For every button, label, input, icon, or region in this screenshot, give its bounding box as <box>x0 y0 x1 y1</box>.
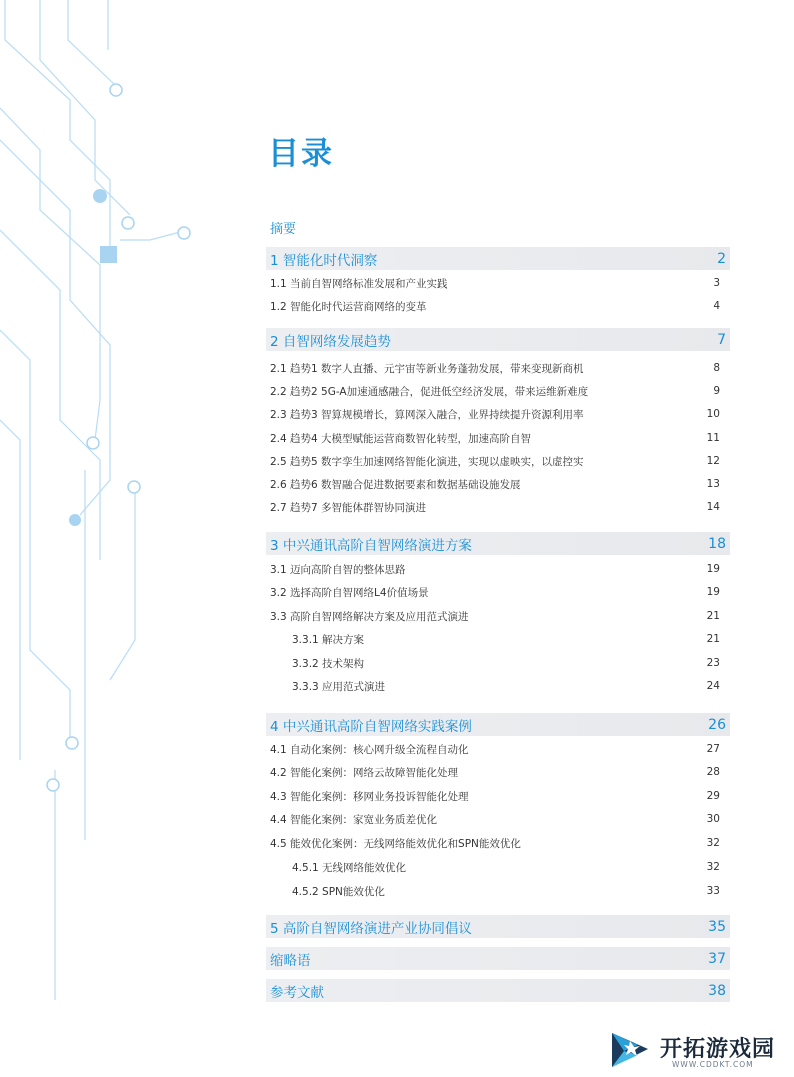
toc-entry[interactable] <box>266 427 730 449</box>
toc-entry-page: 14 <box>706 501 720 513</box>
toc-entry-page: 27 <box>706 743 720 755</box>
toc-entry-label: 3.3.1 解决方案 <box>292 633 365 646</box>
toc-entry-page: 8 <box>713 362 720 374</box>
circuit-decoration <box>0 0 260 1077</box>
toc-entry-page: 24 <box>706 680 720 692</box>
toc-entry-page: 32 <box>706 861 720 873</box>
toc-entry[interactable] <box>266 675 730 697</box>
toc-entry-page: 37 <box>708 950 726 967</box>
logo-url: WWW.CDDKT.COM <box>672 1060 754 1069</box>
toc-entry-label: 2.2 趋势2 5G-A加速通感融合，促进低空经济发展，带来运维新难度 <box>270 385 589 398</box>
toc-entry[interactable] <box>266 880 730 902</box>
toc-entry-page: 4 <box>713 300 720 312</box>
toc-entry-page: 19 <box>706 586 720 598</box>
toc-entry-label: 3.1 迈向高阶自智的整体思路 <box>270 563 406 576</box>
toc-entry-label: 2.4 趋势4 大模型赋能运营商数智化转型，加速高阶自智 <box>270 432 532 445</box>
toc-entry[interactable] <box>266 272 730 294</box>
page-title: 目录 <box>268 136 334 172</box>
toc-entry-label: 4.5.1 无线网络能效优化 <box>292 861 407 874</box>
toc-entry-label: 4.5 能效优化案例：无线网络能效优化和SPN能效优化 <box>270 837 521 850</box>
toc-entry[interactable] <box>266 785 730 807</box>
toc-entry-label: 2.6 趋势6 数智融合促进数据要素和数据基础设施发展 <box>270 478 521 491</box>
toc-entry-label: 4.4 智能化案例：家宽业务质差优化 <box>270 813 438 826</box>
toc-entry-page: 9 <box>713 385 720 397</box>
toc-entry[interactable] <box>266 652 730 674</box>
toc-entry[interactable] <box>266 357 730 379</box>
toc-entry-page: 38 <box>708 982 726 999</box>
toc-entry-label: 摘要 <box>270 221 297 237</box>
toc-entry-label: 1 智能化时代洞察 <box>270 252 378 269</box>
toc-entry-page: 12 <box>706 455 720 467</box>
toc-entry[interactable] <box>266 403 730 425</box>
toc-entry-page: 13 <box>706 478 720 490</box>
toc-entry-label: 3.3 高阶自智网络解决方案及应用范式演进 <box>270 610 469 623</box>
toc-entry-page: 11 <box>706 432 720 444</box>
toc-entry-label: 4.5.2 SPN能效优化 <box>292 885 385 898</box>
toc-entry-label: 3 中兴通讯高阶自智网络演进方案 <box>270 537 472 554</box>
toc-entry-label: 3.3.2 技术架构 <box>292 657 365 670</box>
toc-entry-page: 30 <box>706 813 720 825</box>
toc-entry[interactable] <box>266 738 730 760</box>
toc-entry[interactable] <box>266 295 730 317</box>
logo-name: 开拓游戏园 <box>660 1037 776 1062</box>
toc-entry-page: 32 <box>706 837 720 849</box>
toc-entry-label: 2.1 趋势1 数字人直播、元宇宙等新业务蓬勃发展，带来变现新商机 <box>270 362 584 375</box>
toc-entry[interactable] <box>266 473 730 495</box>
toc-entry[interactable] <box>266 496 730 518</box>
toc-entry-label: 2.3 趋势3 智算规模增长，算网深入融合，业界持续提升资源利用率 <box>270 408 584 421</box>
toc-entry-label: 4.2 智能化案例：网络云故障智能化处理 <box>270 766 459 779</box>
toc-section[interactable] <box>266 947 730 970</box>
toc-entry-page: 23 <box>706 657 720 669</box>
toc-entry[interactable] <box>266 558 730 580</box>
toc-entry-label: 参考文献 <box>270 984 324 1001</box>
toc-entry-label: 缩略语 <box>270 952 311 969</box>
toc-entry-label: 5 高阶自智网络演进产业协同倡议 <box>270 920 472 937</box>
toc-entry-label: 4.1 自动化案例：核心网升级全流程自动化 <box>270 743 469 756</box>
toc-entry[interactable] <box>266 808 730 830</box>
toc-entry-label: 3.2 选择高阶自智网络L4价值场景 <box>270 586 429 599</box>
toc-entry[interactable] <box>266 856 730 878</box>
toc-entry[interactable] <box>266 605 730 627</box>
toc-section[interactable] <box>266 328 730 351</box>
toc-section[interactable] <box>266 532 730 555</box>
toc-entry-label: 2.5 趋势5 数字孪生加速网络智能化演进，实现以虚映实，以虚控实 <box>270 455 584 468</box>
toc-section[interactable] <box>266 216 730 238</box>
toc-entry-page: 10 <box>706 408 720 420</box>
toc-entry-page: 7 <box>717 331 726 348</box>
toc-entry[interactable] <box>266 761 730 783</box>
toc-section[interactable] <box>266 247 730 270</box>
toc-entry-page: 28 <box>706 766 720 778</box>
toc-entry-page: 3 <box>713 277 720 289</box>
toc-entry-label: 2 自智网络发展趋势 <box>270 333 391 350</box>
toc-entry-page: 2 <box>717 250 726 267</box>
toc-entry-page: 21 <box>706 633 720 645</box>
toc-entry[interactable] <box>266 380 730 402</box>
toc-entry-page: 19 <box>706 563 720 575</box>
toc-entry[interactable] <box>266 628 730 650</box>
toc-entry-label: 1.2 智能化时代运营商网络的变革 <box>270 300 427 313</box>
toc-entry-page: 26 <box>708 716 726 733</box>
toc-section[interactable] <box>266 979 730 1002</box>
toc-entry[interactable] <box>266 581 730 603</box>
toc-entry-label: 3.3.3 应用范式演进 <box>292 680 386 693</box>
toc-section[interactable] <box>266 713 730 736</box>
toc-entry-label: 4.3 智能化案例：移网业务投诉智能化处理 <box>270 790 469 803</box>
toc-section[interactable] <box>266 915 730 938</box>
toc-entry[interactable] <box>266 832 730 854</box>
toc-entry-label: 1.1 当前自智网络标准发展和产业实践 <box>270 277 448 290</box>
toc-entry-page: 21 <box>706 610 720 622</box>
toc-entry-page: 35 <box>708 918 726 935</box>
toc-entry-page: 18 <box>708 535 726 552</box>
toc-entry-label: 4 中兴通讯高阶自智网络实践案例 <box>270 718 472 735</box>
toc-entry-page: 29 <box>706 790 720 802</box>
toc-entry-label: 2.7 趋势7 多智能体群智协同演进 <box>270 501 427 514</box>
toc-entry[interactable] <box>266 450 730 472</box>
toc-entry-page: 33 <box>706 885 720 897</box>
